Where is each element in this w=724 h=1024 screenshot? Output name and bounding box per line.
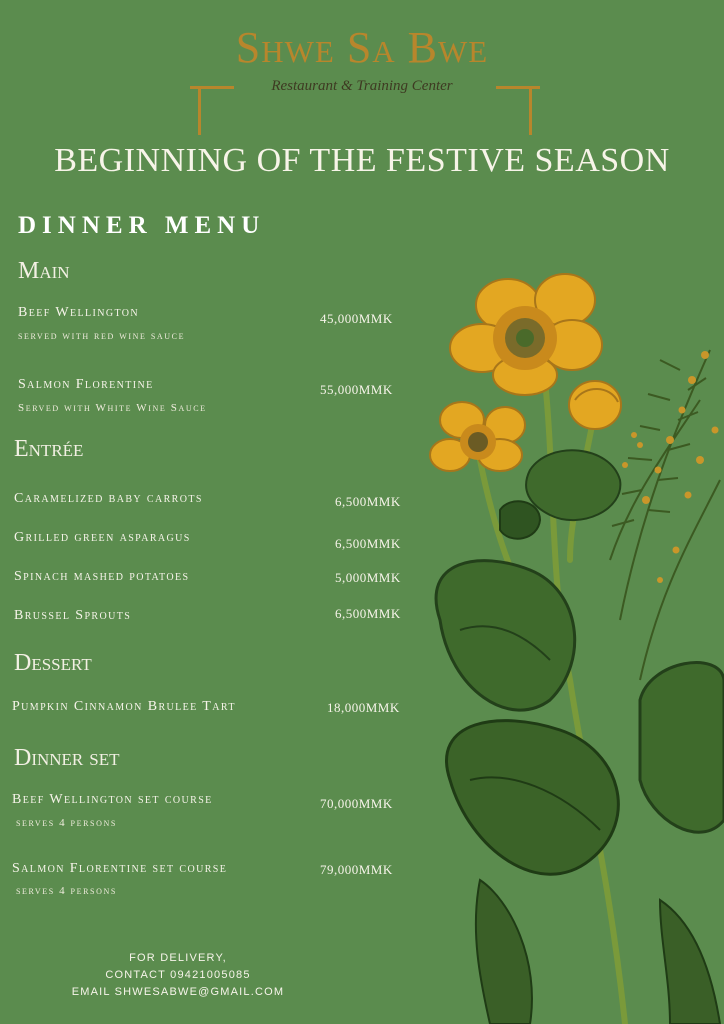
menu-item-name: Grilled green asparagus (14, 530, 191, 545)
footer-phone: CONTACT 09421005085 (105, 969, 251, 981)
menu-item-name: Caramelized baby carrots (14, 491, 203, 506)
flower-illustration (420, 260, 724, 1024)
menu-item-price: 55,000MMK (320, 382, 393, 397)
flower-large (450, 274, 602, 395)
menu-item-name: Salmon Florentine set course (12, 861, 228, 876)
page-headline: BEGINNING OF THE FESTIVE SEASON (54, 142, 670, 179)
menu-item-price: 6,500MMK (335, 494, 401, 509)
menu-item-note: serves 4 persons (16, 885, 117, 897)
section-title-entree: Entrée (14, 436, 84, 462)
menu-item-price: 5,000MMK (335, 570, 401, 585)
brand-subtitle: Restaurant & Training Center (271, 78, 453, 94)
menu-item-price: 6,500MMK (335, 606, 401, 621)
menu-item-price: 18,000MMK (327, 700, 400, 715)
menu-item-name: Brussel Sprouts (14, 608, 132, 623)
delivery-contact (0, 950, 356, 1001)
menu-item-name: Beef Wellington set course (12, 792, 213, 807)
footer-email: EMAIL SHWESABWE@GMAIL.COM (71, 986, 285, 998)
menu-item-price: 6,500MMK (335, 536, 401, 551)
fern-sprigs (610, 350, 720, 680)
menu-item-name: Spinach mashed potatoes (14, 569, 190, 584)
menu-item-name: Beef Wellington (18, 305, 140, 320)
menu-item-name: Pumpkin Cinnamon Brulee Tart (12, 699, 236, 714)
menu-item-name: Salmon Florentine (18, 377, 154, 392)
menu-title: DINNER MENU (18, 212, 266, 239)
menu-item-price: 70,000MMK (320, 796, 393, 811)
menu-item-note: Served with White Wine Sauce (18, 402, 207, 414)
section-title-dinner-set: Dinner set (14, 745, 120, 771)
section-title-main: Main (18, 258, 70, 284)
flower-bud (569, 381, 621, 429)
brand-logo-text: Shwe Sa Bwe (235, 23, 489, 72)
menu-item-note: serves 4 persons (16, 817, 117, 829)
menu-item-price: 45,000MMK (320, 311, 393, 326)
section-title-dessert: Dessert (14, 650, 92, 676)
menu-item-note: served with red wine sauce (18, 330, 186, 342)
footer-line: FOR DELIVERY, (129, 952, 227, 964)
menu-item-price: 79,000MMK (320, 862, 393, 877)
